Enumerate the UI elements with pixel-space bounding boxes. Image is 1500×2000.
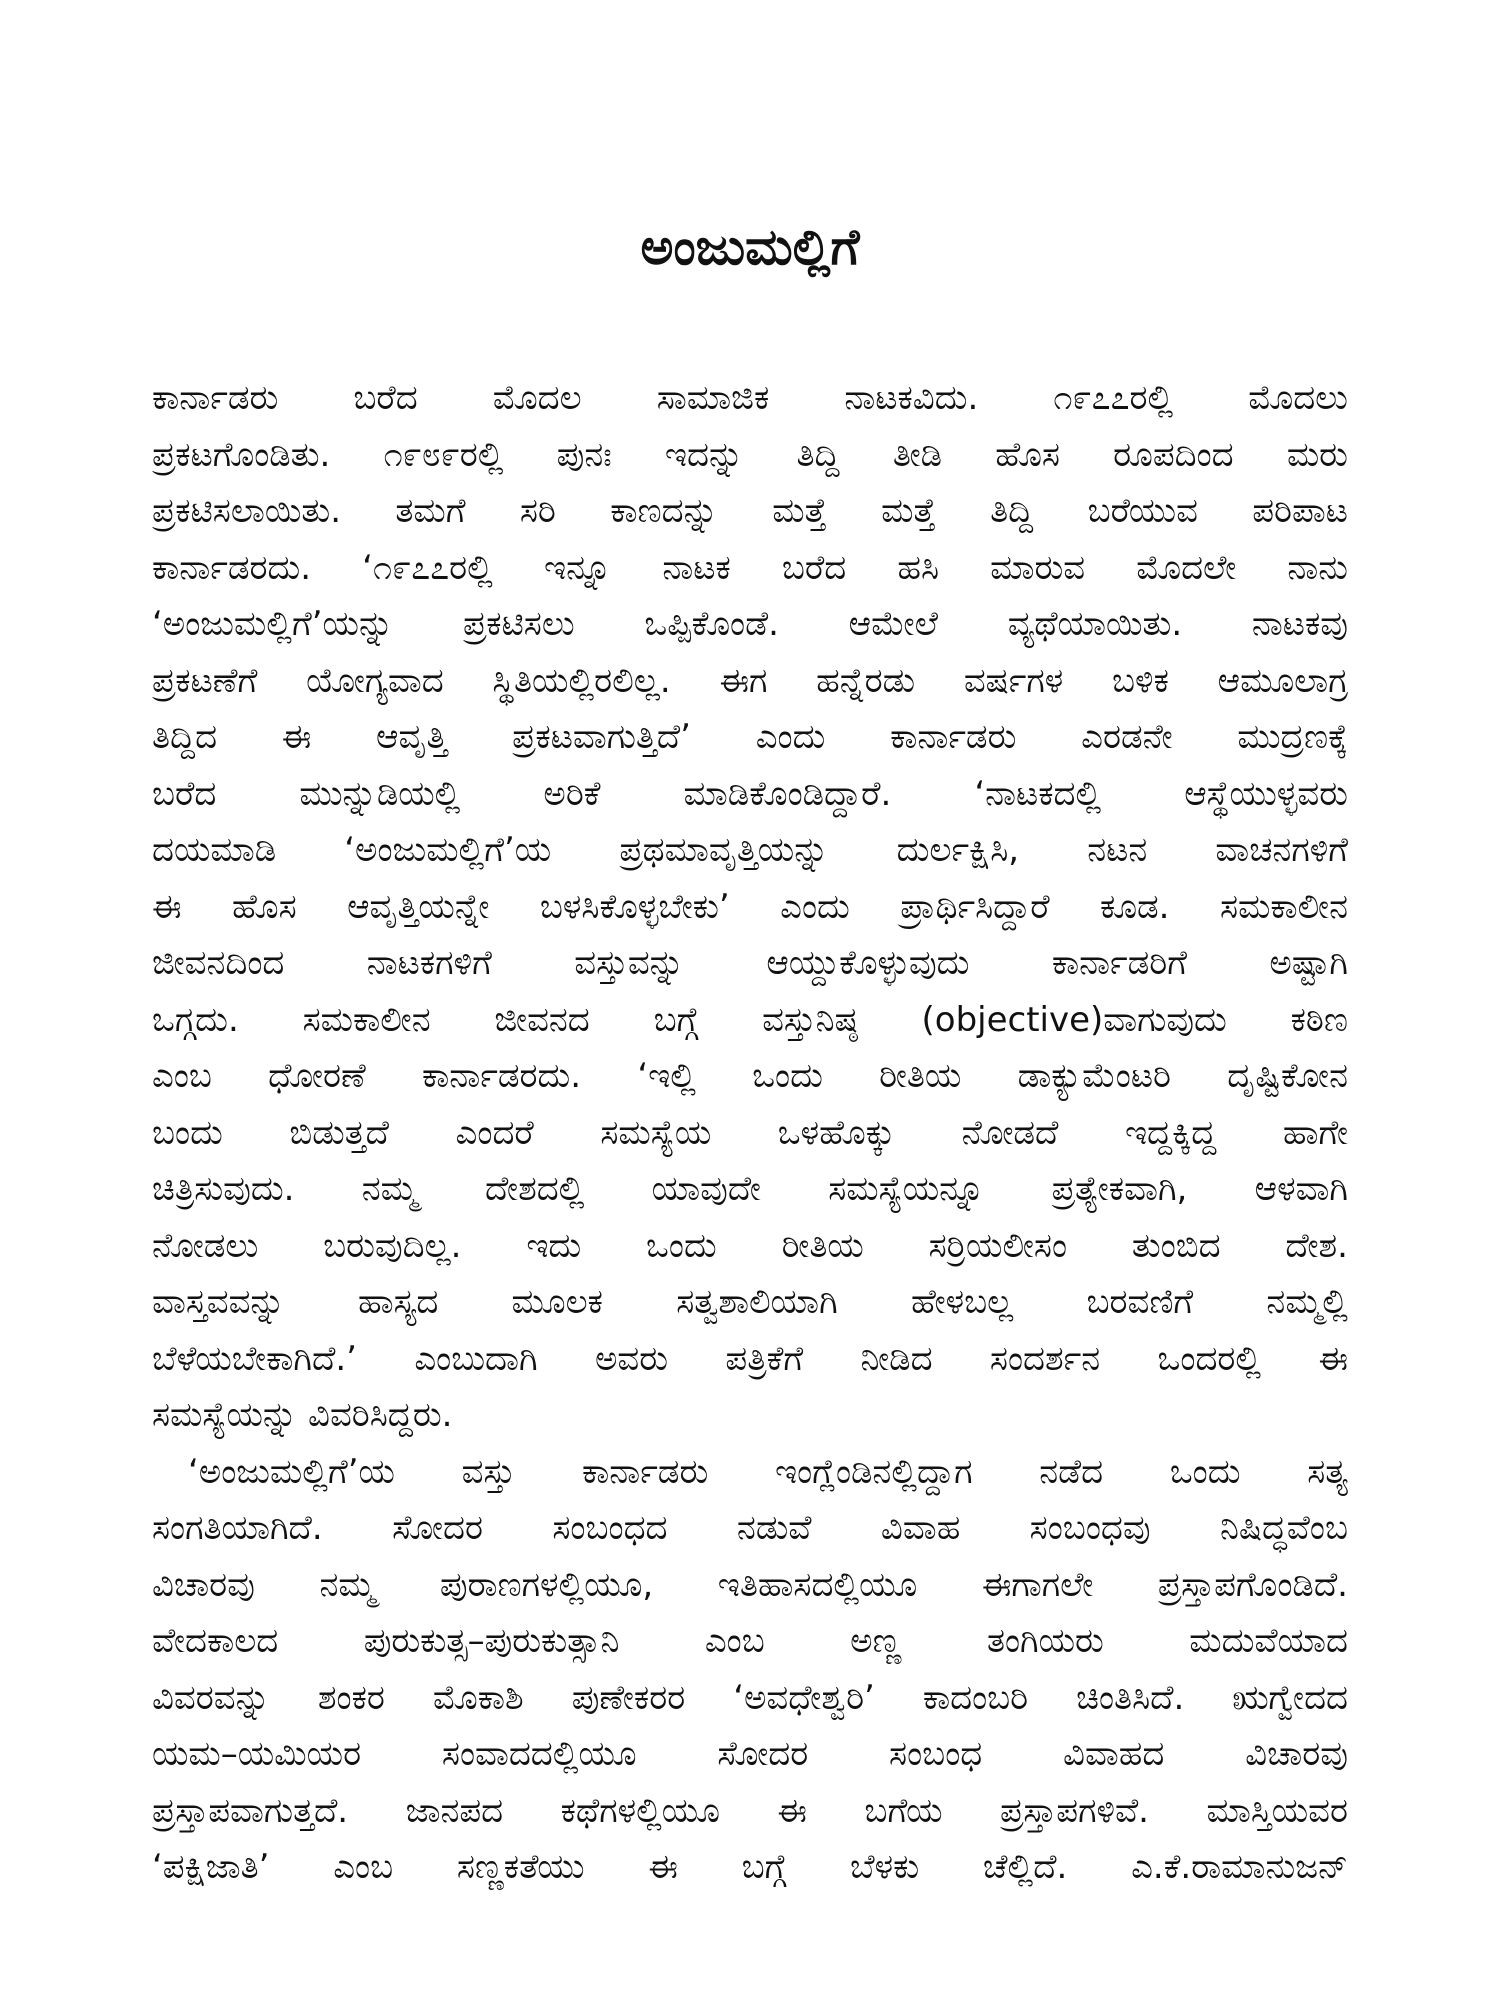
text-line: ಬೆಳೆಯಬೇಕಾಗಿದೆ.’ ಎಂಬುದಾಗಿ ಅವರು ಪತ್ರಿಕೆಗೆ ನೀಡಿದ ಸಂದರ್ಶನ ಒಂದರಲ್ಲಿ ಈ [152,1338,1348,1379]
text-line: ಈ ಹೊಸ ಆವೃತ್ತಿಯನ್ನೇ ಬಳಸಿಕೊಳ್ಳಬೇಕು’ ಎಂದು ಪ್ರಾರ್ಥಿಸಿದ್ದಾರೆ ಕೂಡ. ಸಮಕಾಲೀನ [152,886,1348,927]
text-line: ನೋಡಲು ಬರುವುದಿಲ್ಲ. ಇದು ಒಂದು ರೀತಿಯ ಸರ್ರಿಯಲೀಸಂ ತುಂಬಿದ ದೇಶ. [152,1225,1348,1266]
text-line: ಪ್ರಕಟಗೊಂಡಿತು. ೧೯೮೯ರಲ್ಲಿ ಪುನಃ ಇದನ್ನು ತಿದ್ದಿ ತೀಡಿ ಹೊಸ ರೂಪದಿಂದ ಮರು [152,434,1348,475]
text-line: ಒಗ್ಗದು. ಸಮಕಾಲೀನ ಜೀವನದ ಬಗ್ಗೆ ವಸ್ತುನಿಷ್ಠ (objective)ವಾಗುವುದು ಕಠಿಣ [152,999,1348,1040]
text-line: ಪ್ರಸ್ತಾಪವಾಗುತ್ತದೆ. ಜಾನಪದ ಕಥೆಗಳಲ್ಲಿಯೂ ಈ ಬಗೆಯ ಪ್ರಸ್ತಾಪಗಳಿವೆ. ಮಾಸ್ತಿಯವರ [152,1790,1348,1831]
text-line: ಯಮ–ಯಮಿಯರ ಸಂವಾದದಲ್ಲಿಯೂ ಸೋದರ ಸಂಬಂಧ ವಿವಾಹದ ವಿಚಾರವು [152,1734,1348,1774]
text-line: ಚಿತ್ರಿಸುವುದು. ನಮ್ಮ ದೇಶದಲ್ಲಿ ಯಾವುದೇ ಸಮಸ್ಯೆಯನ್ನೂ ಪ್ರತ್ಯೇಕವಾಗಿ, ಆಳವಾಗಿ [152,1169,1348,1209]
text-line: ವಾಸ್ತವವನ್ನು ಹಾಸ್ಯದ ಮೂಲಕ ಸತ್ವಶಾಲಿಯಾಗಿ ಹೇಳಬಲ್ಲ ಬರವಣಿಗೆ ನಮ್ಮಲ್ಲಿ [152,1282,1348,1322]
text-line: ಜೀವನದಿಂದ ನಾಟಕಗಳಿಗೆ ವಸ್ತುವನ್ನು ಆಯ್ದುಕೊಳ್ಳುವುದು ಕಾರ್ನಾಡರಿಗೆ ಅಷ್ಟಾಗಿ [152,943,1348,983]
text-line: ಬಂದು ಬಿಡುತ್ತದೆ ಎಂದರೆ ಸಮಸ್ಯೆಯ ಒಳಹೊಕ್ಕು ನೋಡದೆ ಇದ್ದಕ್ಕಿದ್ದ ಹಾಗೇ [152,1112,1348,1153]
text-line: ಪ್ರಕಟಿಸಲಾಯಿತು. ತಮಗೆ ಸರಿ ಕಾಣದನ್ನು ಮತ್ತೆ ಮತ್ತೆ ತಿದ್ದಿ ಬರೆಯುವ ಪರಿಪಾಟ [152,491,1348,531]
text-line: ವಿಚಾರವು ನಮ್ಮ ಪುರಾಣಗಳಲ್ಲಿಯೂ, ಇತಿಹಾಸದಲ್ಲಿಯೂ ಈಗಾಗಲೇ ಪ್ರಸ್ತಾಪಗೊಂಡಿದೆ. [152,1564,1348,1605]
text-line: ಬರೆದ ಮುನ್ನುಡಿಯಲ್ಲಿ ಅರಿಕೆ ಮಾಡಿಕೊಂಡಿದ್ದಾರೆ. ‘ನಾಟಕದಲ್ಲಿ ಆಸ್ಥೆಯುಳ್ಳವರು [152,773,1348,814]
paragraph-1 [152,370,1348,1444]
text-line: ಎಂಬ ಧೋರಣೆ ಕಾರ್ನಾಡರದು. ‘ಇಲ್ಲಿ ಒಂದು ರೀತಿಯ ಡಾಕ್ಯುಮೆಂಟರಿ ದೃಷ್ಟಿಕೋನ [152,1056,1348,1096]
text-line: ‘ಅಂಜುಮಲ್ಲಿಗೆ’ಯನ್ನು ಪ್ರಕಟಿಸಲು ಒಪ್ಪಿಕೊಂಡೆ. ಆಮೇಲೆ ವ್ಯಥೆಯಾಯಿತು. ನಾಟಕವು [152,604,1348,644]
body-text [152,370,1348,1896]
text-line: ‘ಪಕ್ಷಿಜಾತಿ’ ಎಂಬ ಸಣ್ಣಕತೆಯು ಈ ಬಗ್ಗೆ ಬೆಳಕು ಚೆಲ್ಲಿದೆ. ಎ.ಕೆ.ರಾಮಾನುಜನ್ [152,1847,1348,1887]
text-line: ದಯಮಾಡಿ ‘ಅಂಜುಮಲ್ಲಿಗೆ’ಯ ಪ್ರಥಮಾವೃತ್ತಿಯನ್ನು ದುರ್ಲಕ್ಷಿಸಿ, ನಟನ ವಾಚನಗಳಿಗೆ [152,830,1348,870]
text-line: ಕಾರ್ನಾಡರದು. ‘೧೯೭೭ರಲ್ಲಿ ಇನ್ನೂ ನಾಟಕ ಬರೆದ ಹಸಿ ಮಾರುವ ಮೊದಲೇ ನಾನು [152,547,1348,588]
text-line: ತಿದ್ದಿದ ಈ ಆವೃತ್ತಿ ಪ್ರಕಟವಾಗುತ್ತಿದೆ’ ಎಂದು ಕಾರ್ನಾಡರು ಎರಡನೇ ಮುದ್ರಣಕ್ಕೆ [152,717,1348,757]
text-line: ಪ್ರಕಟಣೆಗೆ ಯೋಗ್ಯವಾದ ಸ್ಥಿತಿಯಲ್ಲಿರಲಿಲ್ಲ. ಈಗ ಹನ್ನೆರಡು ವರ್ಷಗಳ ಬಳಿಕ ಆಮೂಲಾಗ್ರ [152,660,1348,701]
page-title: ಅಂಜುಮಲ್ಲಿಗೆ [640,218,860,276]
text-line: ಕಾರ್ನಾಡರು ಬರೆದ ಮೊದಲ ಸಾಮಾಜಿಕ ನಾಟಕವಿದು. ೧೯೭೭ರಲ್ಲಿ ಮೊದಲು [152,378,1348,418]
text-line: ವಿವರವನ್ನು ಶಂಕರ ಮೊಕಾಶಿ ಪುಣೇಕರರ ‘ಅವಧೇಶ್ವರಿ’ ಕಾದಂಬರಿ ಚಿಂತಿಸಿದೆ. ಋಗ್ವೇದದ [152,1677,1348,1718]
text-line: ಸಂಗತಿಯಾಗಿದೆ. ಸೋದರ ಸಂಬಂಧದ ನಡುವೆ ವಿವಾಹ ಸಂಬಂಧವು ನಿಷಿದ್ಧವೆಂಬ [152,1508,1348,1548]
text-line: ‘ಅಂಜುಮಲ್ಲಿಗೆ’ಯ ವಸ್ತು ಕಾರ್ನಾಡರು ಇಂಗ್ಲೆಂಡಿನಲ್ಲಿದ್ದಾಗ ನಡೆದ ಒಂದು ಸತ್ಯ [188,1451,1348,1492]
text-line: ವೇದಕಾಲದ ಪುರುಕುತ್ಸ–ಪುರುಕುತ್ಸಾನಿ ಎಂಬ ಅಣ್ಣ ತಂಗಿಯರು ಮದುವೆಯಾದ [152,1621,1348,1661]
paragraph-2 [152,1444,1348,1896]
text-line: ಸಮಸ್ಯೆಯನ್ನು ವಿವರಿಸಿದ್ದರು. [152,1395,453,1435]
